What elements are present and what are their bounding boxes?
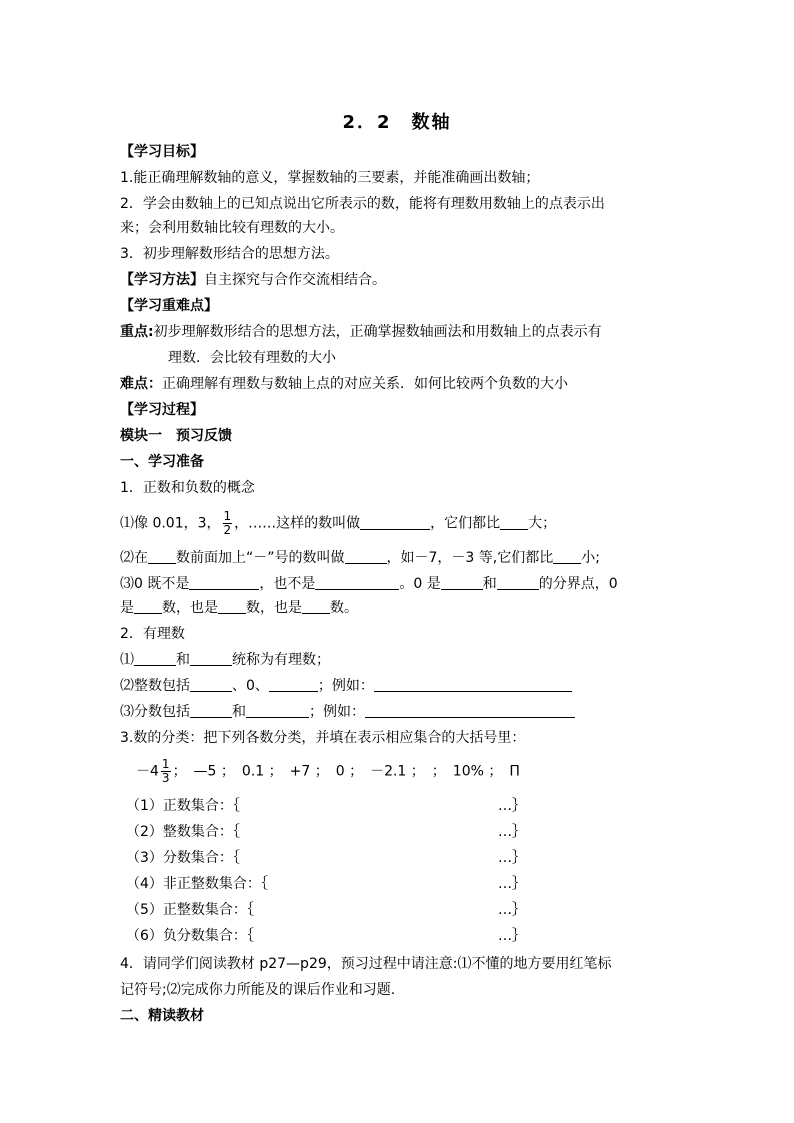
method-text: 自主探究与合作交流相结合。 <box>204 272 386 288</box>
answer-blank[interactable] <box>148 549 176 564</box>
answer-blank[interactable] <box>190 703 232 718</box>
q2-line-b: ⑵整数包括 、0、 ；例如： <box>120 676 572 696</box>
goal-item: 来；会利用数轴比较有理数的大小。 <box>120 220 344 236</box>
answer-blank[interactable] <box>246 703 309 718</box>
answer-blank[interactable] <box>497 575 539 590</box>
key-text-cont: 理数．会比较有理数的大小 <box>168 350 336 366</box>
set-close: …｝ <box>498 824 526 840</box>
answer-blank[interactable] <box>500 515 528 530</box>
goals-heading: 【学习目标】 <box>120 144 204 160</box>
fraction-half: $\frac{1}{2}$ <box>223 509 232 537</box>
set-row-positive-integer: （5）正整数集合：｛ <box>126 902 254 918</box>
method-heading: 【学习方法】 <box>120 272 204 288</box>
difficulty-line <box>120 374 568 394</box>
answer-blank[interactable] <box>553 549 581 564</box>
answer-blank[interactable] <box>374 677 572 692</box>
difficulty-label: 难点： <box>120 376 162 392</box>
set-row-positive: （1）正数集合：｛ <box>126 798 240 814</box>
keypoints-heading: 【学习重难点】 <box>120 298 218 314</box>
process-heading: 【学习过程】 <box>120 402 204 418</box>
answer-blank[interactable] <box>218 599 246 614</box>
set-close: …｝ <box>498 902 526 918</box>
module-heading: 模块一 预习反馈 <box>120 428 232 444</box>
answer-blank[interactable] <box>360 515 430 530</box>
answer-blank[interactable] <box>190 677 232 692</box>
answer-blank[interactable] <box>365 703 575 718</box>
answer-blank[interactable] <box>134 651 176 666</box>
section1-heading: 一、学习准备 <box>120 454 204 470</box>
answer-blank[interactable] <box>315 575 399 590</box>
answer-blank[interactable] <box>302 599 330 614</box>
section2-heading: 二、精读教材 <box>120 1008 204 1024</box>
answer-blank[interactable] <box>441 575 483 590</box>
key-text: 初步理解数形结合的思想方法，正确掌握数轴画法和用数轴上的点表示有 <box>153 324 602 340</box>
q1-line-d: 是 数，也是 数，也是 数。 <box>120 600 358 616</box>
set-close: …｝ <box>498 798 526 814</box>
q2-line-c: ⑶分数包括 和 ；例如： <box>120 702 575 722</box>
goal-item: 3．初步理解数形结合的思想方法。 <box>120 246 339 262</box>
goal-item: 2．学会由数轴上的已知点说出它所表示的数，能将有理数用数轴上的点表示出 <box>120 196 605 212</box>
set-row-fraction: （3）分数集合：｛ <box>126 850 240 866</box>
q2-title: 2．有理数 <box>120 626 185 642</box>
q3-numbers: －4 $\frac{1}{3}$ ； —5 ； 0.1 ； +7 ； 0 ； －2.1 ； ； 10% ； Π <box>136 757 520 785</box>
q1-line-c: ⑶0 既不是 ，也不是 。0 是 和 的分界点，0 <box>120 576 618 592</box>
set-row-integer: （2）整数集合：｛ <box>126 824 240 840</box>
q1-title: 1．正数和负数的概念 <box>120 480 255 496</box>
set-close: …｝ <box>498 928 526 944</box>
set-row-negative-fraction: （6）负分数集合：｛ <box>126 928 254 944</box>
set-close: …｝ <box>498 850 526 866</box>
key-point-line <box>120 322 602 342</box>
q1-line-b: ⑵在 数前面加上“－”号的数叫做 ，如－7，－3 等,它们都比 小; <box>120 550 600 566</box>
q1-line-a: ⑴像 0.01，3， $\frac{1}{2}$ ，……这样的数叫做 ，它们都比 大； <box>120 509 557 537</box>
method-line <box>120 270 386 290</box>
q3-title: 3.数的分类：把下列各数分类，并填在表示相应集合的大括号里： <box>120 730 526 746</box>
goal-item: 1.能正确理解数轴的意义，掌握数轴的三要素，并能准确画出数轴； <box>120 170 540 186</box>
set-close: …｝ <box>498 876 526 892</box>
answer-blank[interactable] <box>134 599 162 614</box>
key-label: 重点: <box>120 324 154 340</box>
q2-line-a: ⑴ 和 统称为有理数； <box>120 652 330 668</box>
answer-blank[interactable] <box>189 575 259 590</box>
difficulty-text: 正确理解有理数与数轴上点的对应关系．如何比较两个负数的大小 <box>162 376 568 392</box>
answer-blank[interactable] <box>190 651 232 666</box>
answer-blank[interactable] <box>269 677 318 692</box>
set-row-nonpositive-integer: （4）非正整数集合：｛ <box>126 876 268 892</box>
page-title: 2．2 数轴 <box>342 112 452 133</box>
q4-line1: 4．请同学们阅读教材 p27—p29，预习过程中请注意:⑴不懂的地方要用红笔标 <box>120 956 612 972</box>
q4-line2: 记符号;⑵完成你力所能及的课后作业和习题. <box>120 982 396 998</box>
answer-blank[interactable] <box>345 549 387 564</box>
fraction-third: $\frac{1}{3}$ <box>161 757 170 785</box>
